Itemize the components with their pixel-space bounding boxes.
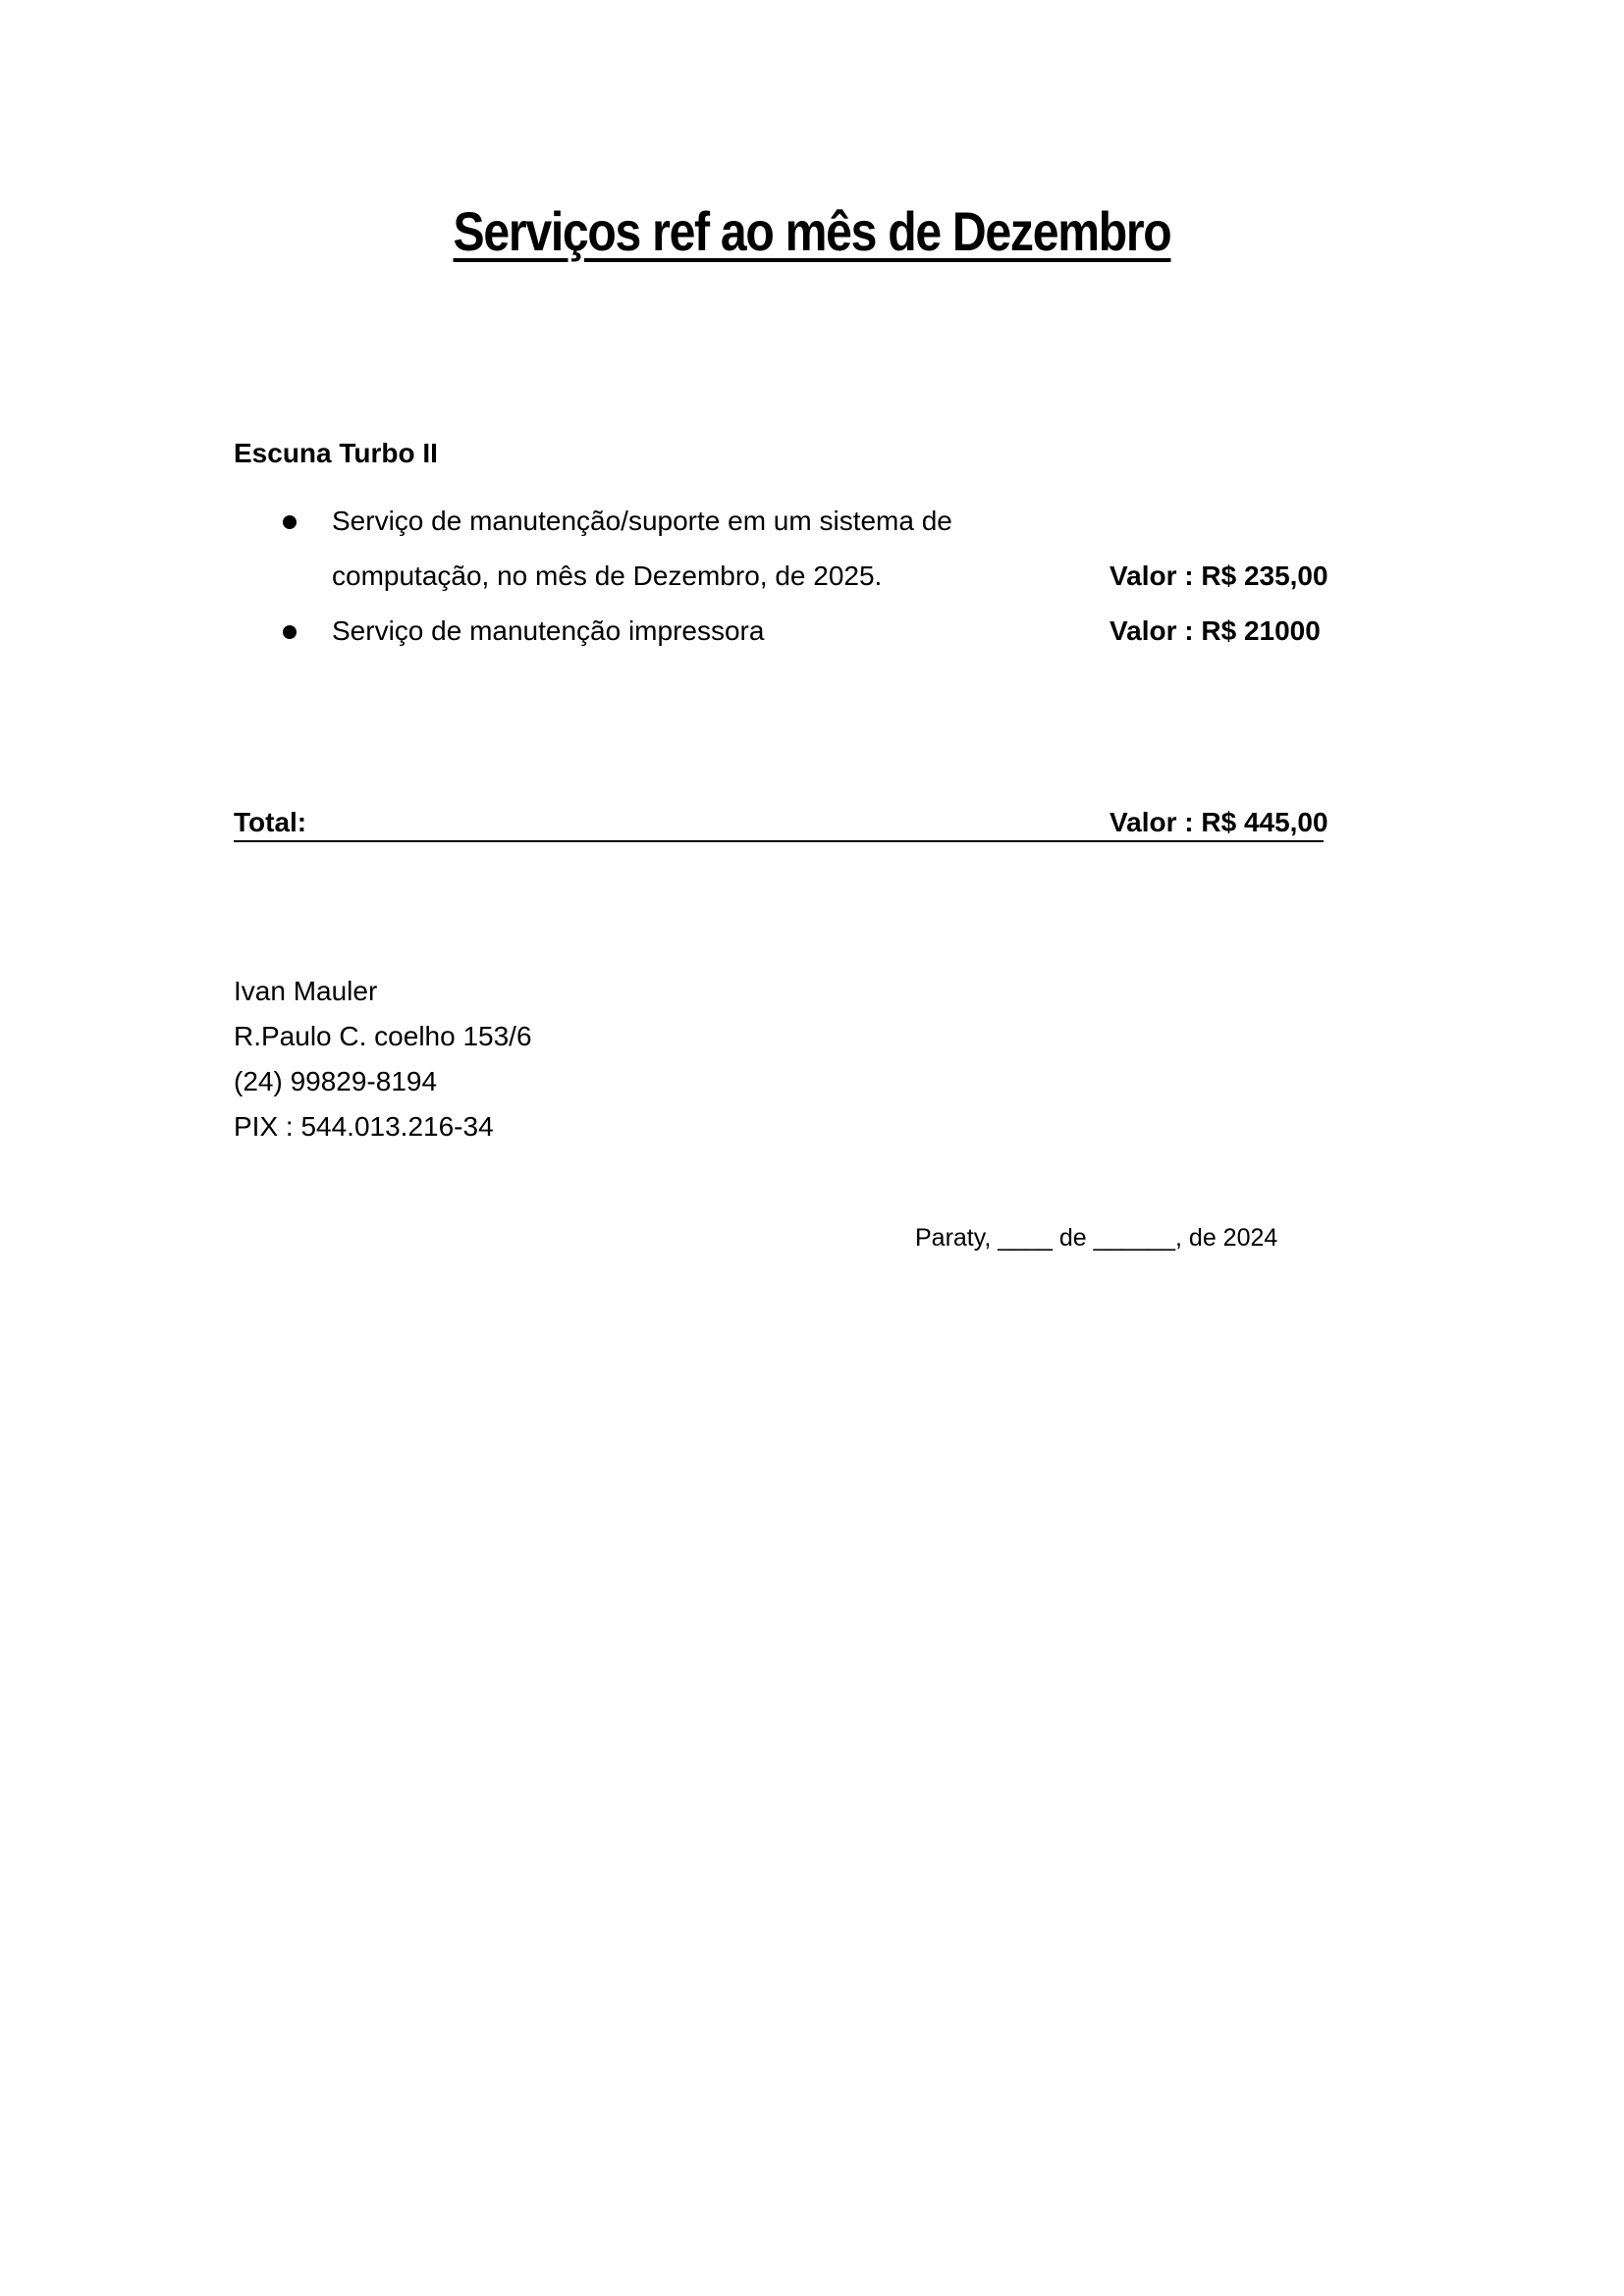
place-date: Paraty, ____ de ______, de 2024 xyxy=(915,1224,1278,1252)
total-value: Valor : R$ 445,00 xyxy=(1110,807,1328,837)
document-title xyxy=(114,192,1510,271)
provider-address: R.Paulo C. coelho 153/6 xyxy=(234,1021,532,1051)
provider-pix: PIX : 544.013.216-34 xyxy=(234,1111,494,1142)
bullet-icon xyxy=(283,625,297,639)
provider-phone: (24) 99829-8194 xyxy=(234,1066,438,1096)
service-item-1-line-2: computação, no mês de Dezembro, de 2025. xyxy=(332,561,883,591)
service-item-2-line-1: Serviço de manutenção impressora xyxy=(332,615,765,646)
client-name: Escuna Turbo II xyxy=(234,438,438,468)
provider-name: Ivan Mauler xyxy=(234,976,378,1006)
service-item-1-line-1: Serviço de manutenção/suporte em um sistema de xyxy=(332,506,952,536)
service-item-1-value: Valor : R$ 235,00 xyxy=(1110,561,1328,591)
total-label: Total: xyxy=(234,807,307,837)
bullet-icon xyxy=(283,515,297,529)
document-title-text: Serviços ref ao mês de Dezembro xyxy=(453,200,1171,262)
service-item-2-value: Valor : R$ 21000 xyxy=(1110,615,1321,646)
